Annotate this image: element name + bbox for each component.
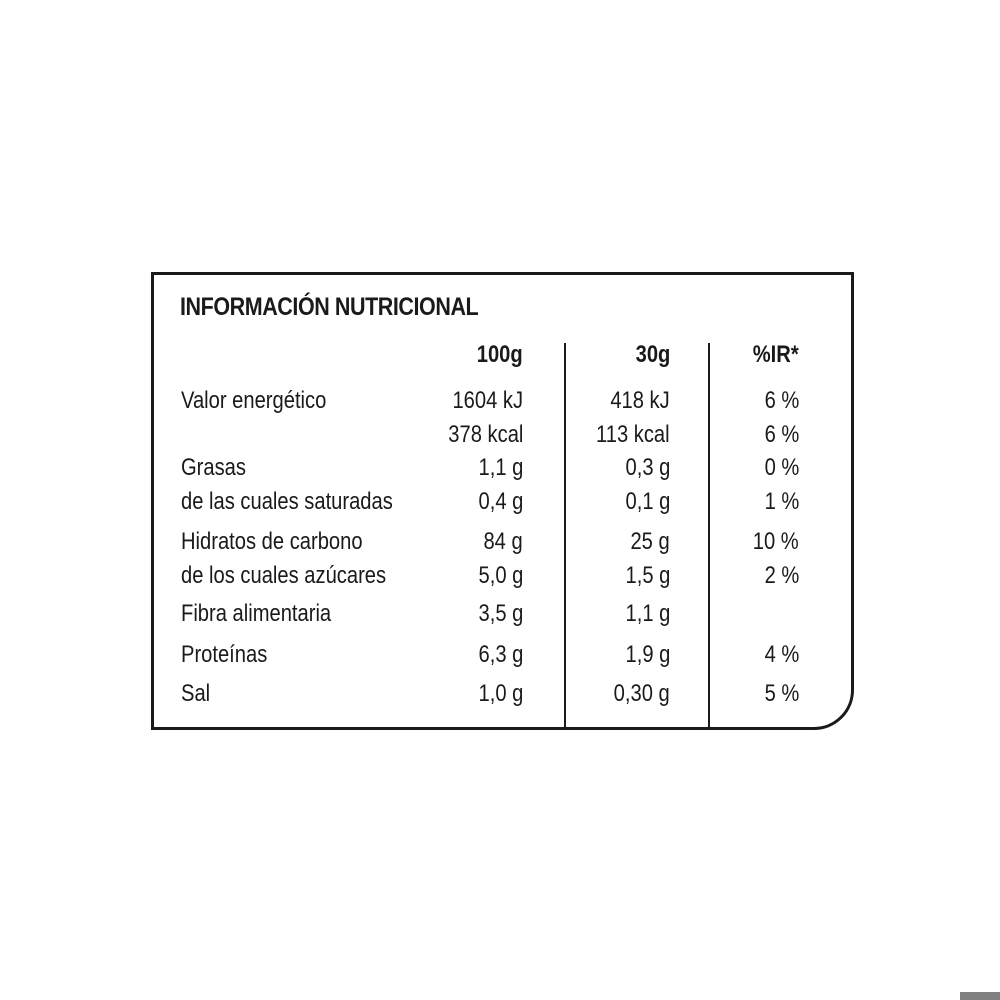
column-header-30g: 30g bbox=[635, 341, 670, 368]
row-label: Proteínas bbox=[181, 641, 268, 668]
value-30g: 1,9 g bbox=[625, 641, 670, 668]
column-divider bbox=[708, 343, 710, 727]
value-30g: 0,3 g bbox=[625, 454, 670, 481]
value-ir: 6 % bbox=[764, 387, 799, 414]
value-ir: 1 % bbox=[764, 488, 799, 515]
value-100g: 0,4 g bbox=[478, 488, 523, 515]
value-100g: 1,0 g bbox=[478, 680, 523, 707]
column-divider bbox=[564, 343, 566, 727]
value-100g: 378 kcal bbox=[447, 421, 523, 448]
value-30g: 1,5 g bbox=[625, 562, 670, 589]
column-header-ir: %IR* bbox=[753, 341, 799, 368]
value-30g: 1,1 g bbox=[625, 600, 670, 627]
column-header-100g: 100g bbox=[477, 341, 523, 368]
row-label: Fibra alimentaria bbox=[181, 600, 332, 627]
value-100g: 3,5 g bbox=[478, 600, 523, 627]
value-ir: 6 % bbox=[764, 421, 799, 448]
value-100g: 84 g bbox=[483, 528, 523, 555]
value-100g: 6,3 g bbox=[478, 641, 523, 668]
value-ir: 4 % bbox=[764, 641, 799, 668]
value-100g: 5,0 g bbox=[478, 562, 523, 589]
corner-bar bbox=[960, 992, 1000, 1000]
value-30g: 0,30 g bbox=[613, 680, 670, 707]
value-100g: 1604 kJ bbox=[452, 387, 523, 414]
value-ir: 0 % bbox=[764, 454, 799, 481]
row-label: Grasas bbox=[181, 454, 246, 481]
nutrition-facts-panel bbox=[151, 272, 854, 730]
value-30g: 113 kcal bbox=[596, 421, 670, 448]
row-label: Valor energético bbox=[181, 387, 327, 414]
value-30g: 418 kJ bbox=[610, 387, 670, 414]
value-100g: 1,1 g bbox=[478, 454, 523, 481]
value-ir: 10 % bbox=[753, 528, 799, 555]
row-label: Sal bbox=[181, 680, 211, 707]
row-label: de las cuales saturadas bbox=[181, 488, 393, 515]
row-label: Hidratos de carbono bbox=[181, 528, 363, 555]
row-label: de los cuales azúcares bbox=[181, 562, 387, 589]
value-ir: 5 % bbox=[764, 680, 799, 707]
value-30g: 0,1 g bbox=[625, 488, 670, 515]
value-ir: 2 % bbox=[764, 562, 799, 589]
panel-title: INFORMACIÓN NUTRICIONAL bbox=[180, 293, 479, 321]
value-30g: 25 g bbox=[630, 528, 670, 555]
